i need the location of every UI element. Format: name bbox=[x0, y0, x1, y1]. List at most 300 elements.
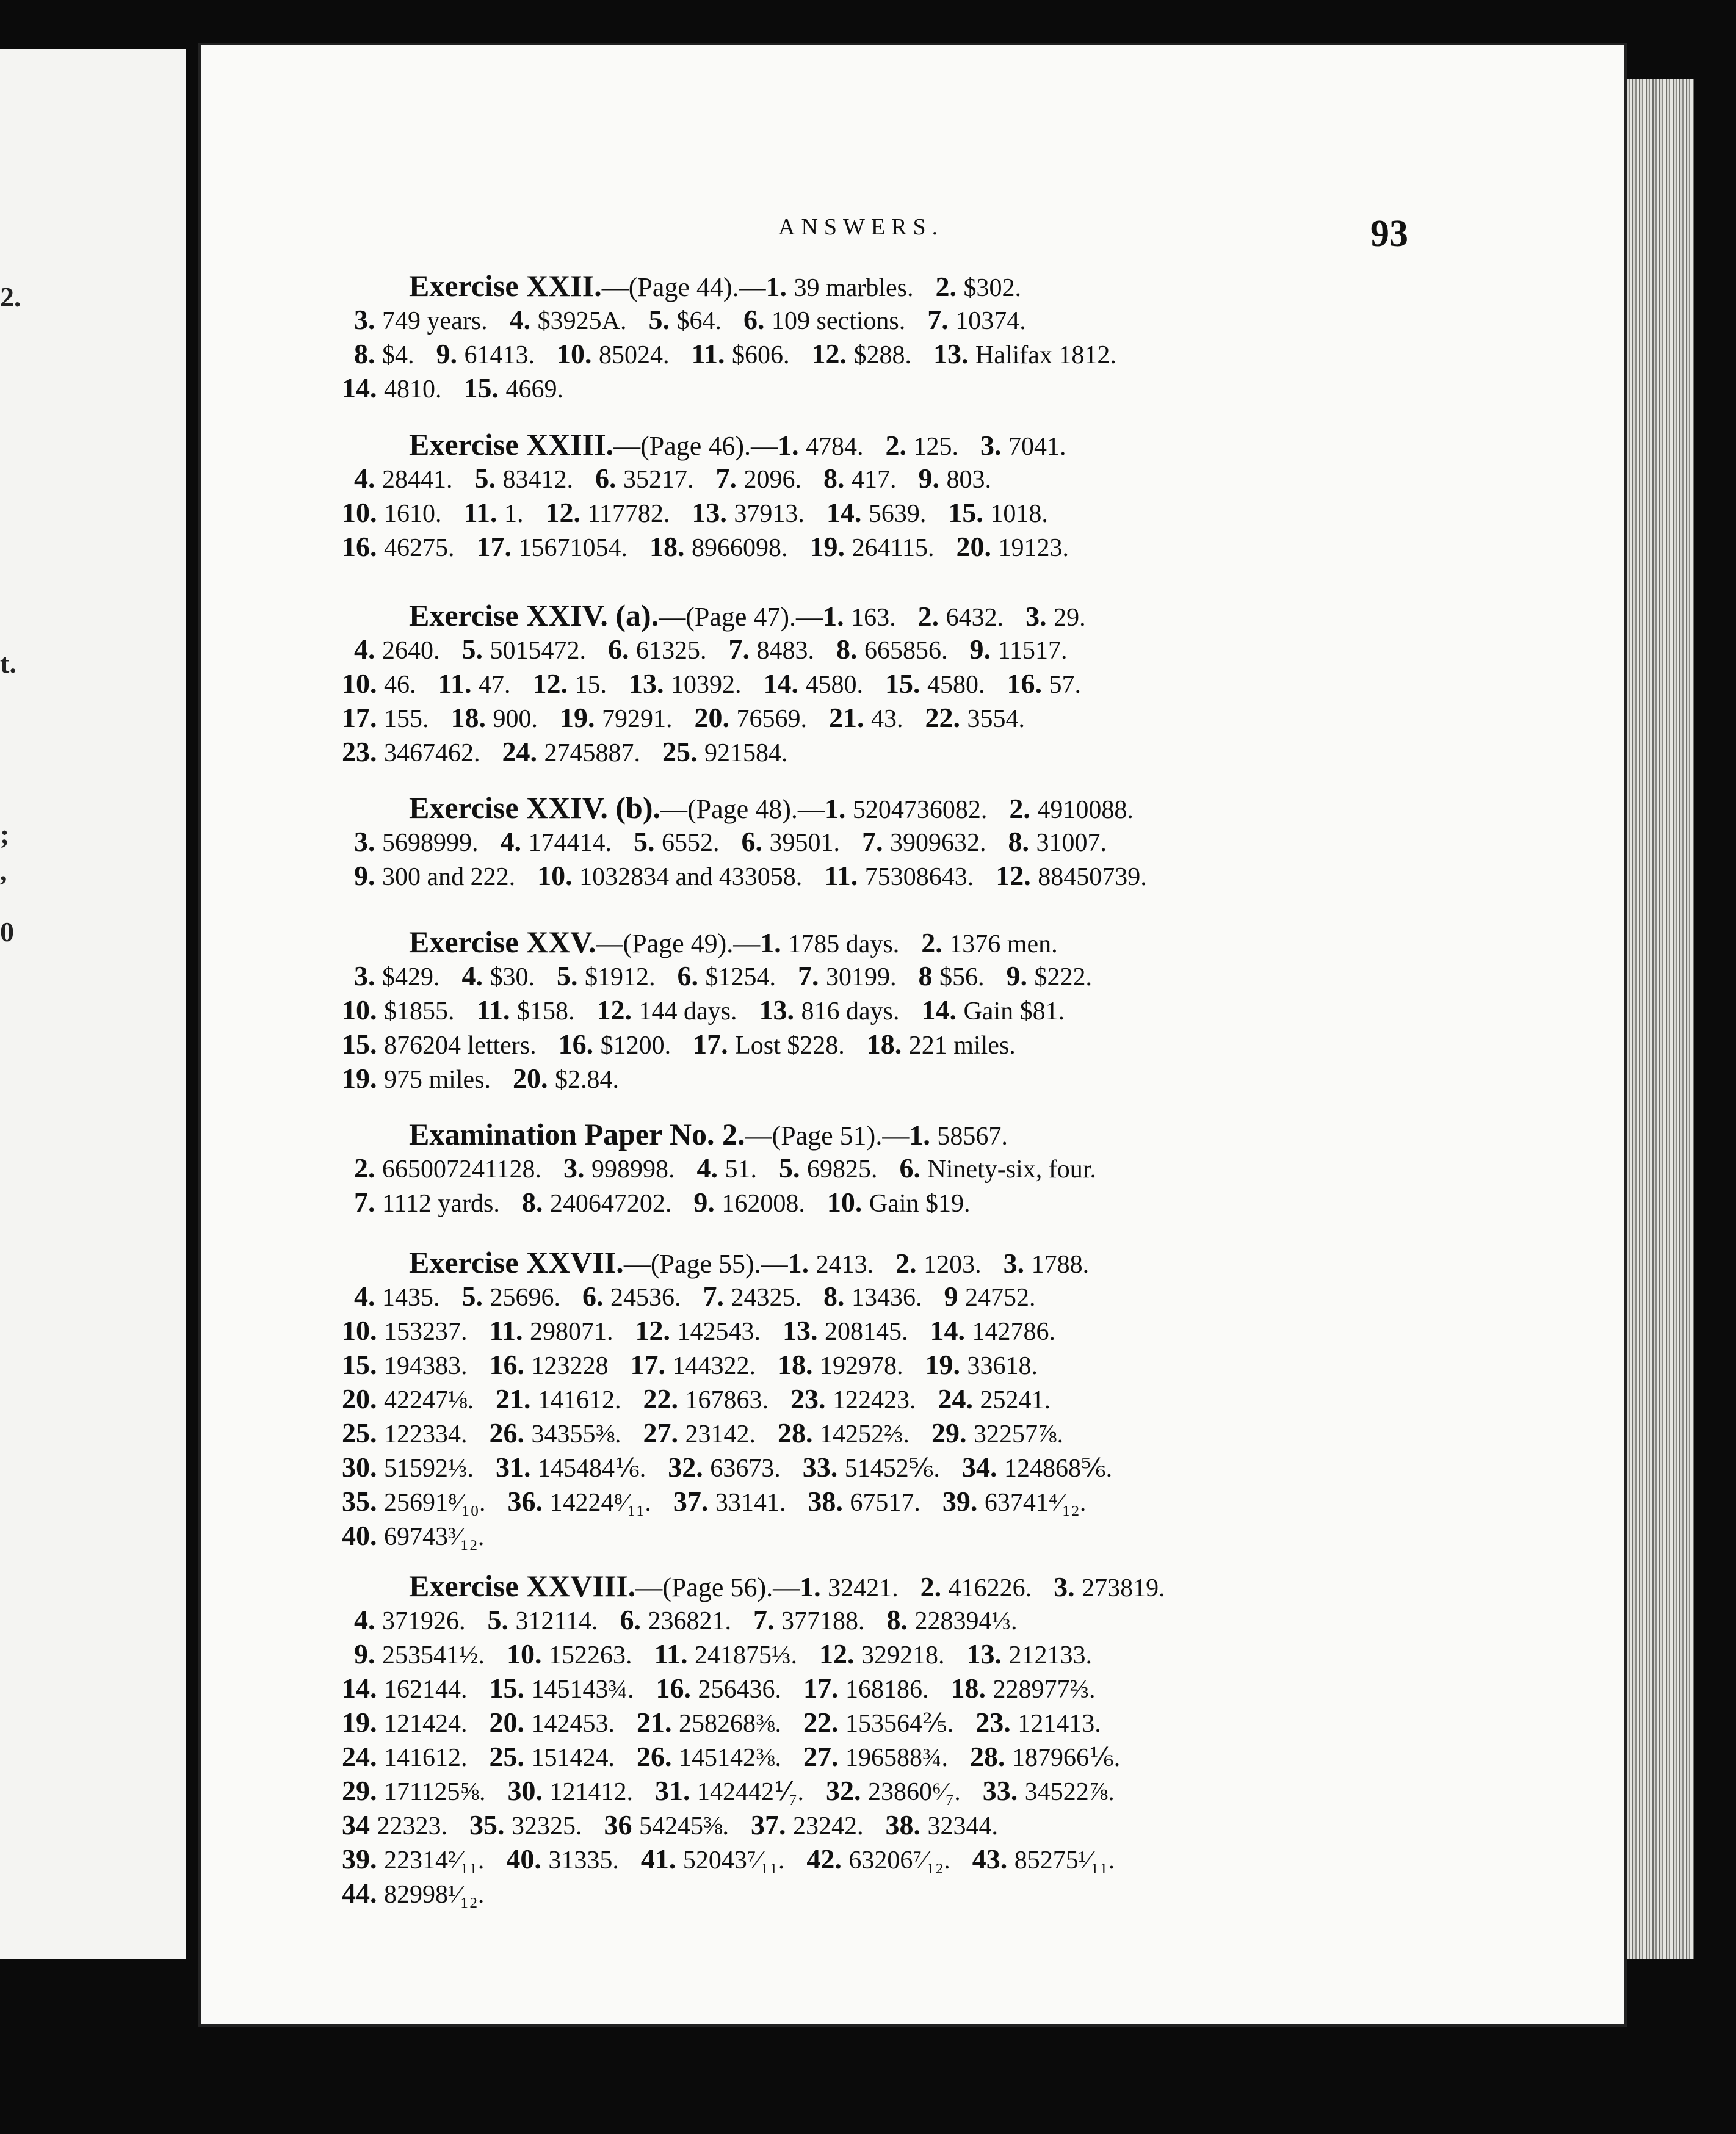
left-fragment: 2. bbox=[0, 281, 21, 313]
page-reference: —(Page 51).— bbox=[745, 1121, 910, 1151]
answer-number: 5. bbox=[557, 960, 585, 991]
answer-number: 6. bbox=[899, 1152, 928, 1184]
answer-number: 8. bbox=[521, 1187, 550, 1218]
answer-number: 2. bbox=[895, 1248, 924, 1279]
answer-number: 2. bbox=[920, 1571, 949, 1602]
answer-number: 11. bbox=[463, 497, 504, 528]
answer-value: $2.84. bbox=[555, 1066, 619, 1094]
answer-value: 22314²⁄₁₁. bbox=[384, 1846, 485, 1875]
exercise-heading: Exercise XXIV. (a). bbox=[409, 598, 659, 632]
answer-number: 1. bbox=[787, 1248, 816, 1279]
answer-line bbox=[409, 1245, 1520, 1279]
answer-number: 4. bbox=[696, 1152, 725, 1184]
answer-value: 1203. bbox=[924, 1251, 982, 1279]
answer-number: 1. bbox=[765, 271, 794, 302]
answer-value: 162008. bbox=[722, 1190, 805, 1218]
answer-value: 6552. bbox=[662, 829, 720, 857]
answer-line bbox=[354, 337, 1520, 371]
answer-line bbox=[354, 825, 1520, 859]
answer-value: 228394⅓. bbox=[914, 1607, 1018, 1635]
answer-number: 8. bbox=[836, 634, 864, 665]
answer-value: 82998¹⁄₁₂. bbox=[384, 1881, 485, 1909]
answer-value: 25696. bbox=[490, 1284, 560, 1312]
answer-number: 17. bbox=[630, 1349, 673, 1380]
answer-value: 34522⅞. bbox=[1024, 1778, 1115, 1806]
answer-line bbox=[354, 1603, 1520, 1637]
answer-number: 25. bbox=[342, 1417, 384, 1449]
answer-number: 9. bbox=[693, 1187, 722, 1218]
answer-number: 1. bbox=[760, 927, 789, 958]
answer-value: 85024. bbox=[599, 341, 670, 369]
answer-value: 371926. bbox=[382, 1607, 466, 1635]
answer-value: $64. bbox=[676, 307, 722, 335]
answer-number: 3. bbox=[354, 960, 382, 991]
answer-value: 31335. bbox=[548, 1846, 619, 1875]
answer-number: 15. bbox=[342, 1349, 384, 1380]
answer-line bbox=[354, 1279, 1520, 1314]
answer-value: Halifax 1812. bbox=[975, 341, 1116, 369]
answer-value: 15671054. bbox=[518, 534, 627, 562]
answer-number: 24. bbox=[938, 1383, 980, 1414]
answer-value: 23242. bbox=[793, 1812, 864, 1840]
answer-number: 16. bbox=[489, 1349, 532, 1380]
answer-value: 2640. bbox=[382, 637, 440, 665]
exercise-block bbox=[342, 1569, 1520, 1911]
answer-number: 8. bbox=[354, 338, 382, 369]
answer-number: 35. bbox=[469, 1809, 512, 1840]
answer-line bbox=[409, 269, 1520, 303]
answer-number: 38. bbox=[808, 1486, 850, 1517]
answer-line bbox=[342, 1705, 1520, 1740]
answer-value: 1785 days. bbox=[788, 930, 900, 958]
page-number: 93 bbox=[1370, 213, 1408, 255]
answer-value: 4580. bbox=[927, 671, 985, 699]
answer-number: 37. bbox=[673, 1486, 715, 1517]
answer-number: 9. bbox=[1006, 960, 1035, 991]
answer-line bbox=[409, 790, 1520, 825]
answer-number: 4. bbox=[354, 634, 382, 665]
answer-value: 153237. bbox=[384, 1318, 468, 1346]
answer-value: 7041. bbox=[1008, 433, 1066, 461]
answer-value: $1200. bbox=[600, 1032, 671, 1060]
exercise-heading: Exercise XXV. bbox=[409, 925, 596, 959]
answer-number: 7. bbox=[862, 826, 890, 857]
answer-value: Lost $228. bbox=[735, 1032, 845, 1060]
answer-line bbox=[342, 1740, 1520, 1774]
exercise-block bbox=[342, 427, 1520, 564]
answer-value: 155. bbox=[384, 705, 429, 733]
answer-number: 29. bbox=[342, 1775, 384, 1806]
answer-number: 36 bbox=[604, 1809, 639, 1840]
exercise-heading: Exercise XXVIII. bbox=[409, 1569, 636, 1603]
answer-value: 152263. bbox=[549, 1641, 632, 1669]
page-reference: —(Page 55).— bbox=[623, 1249, 788, 1279]
answer-number: 8. bbox=[823, 1281, 852, 1312]
answer-value: Gain $19. bbox=[869, 1190, 971, 1218]
exercise-block bbox=[342, 269, 1520, 405]
answer-value: Gain $81. bbox=[963, 997, 1065, 1025]
answer-value: 32325. bbox=[512, 1812, 582, 1840]
exercise-block bbox=[342, 1245, 1520, 1553]
answer-number: 11. bbox=[476, 994, 517, 1025]
answer-value: 47. bbox=[478, 671, 511, 699]
answer-number: 6. bbox=[677, 960, 706, 991]
answer-value: 24752. bbox=[965, 1284, 1036, 1312]
answer-number: 31. bbox=[654, 1775, 697, 1806]
answer-value: 63673. bbox=[710, 1455, 781, 1483]
answer-number: 6. bbox=[620, 1604, 648, 1635]
answer-number: 40. bbox=[506, 1843, 549, 1875]
answer-number: 19. bbox=[342, 1707, 384, 1738]
answer-number: 12. bbox=[545, 497, 588, 528]
answer-number: 18. bbox=[778, 1349, 820, 1380]
answer-number: 2. bbox=[935, 271, 964, 302]
answer-number: 18. bbox=[649, 531, 692, 562]
answer-value: 67517. bbox=[850, 1489, 920, 1517]
answer-number: 33. bbox=[802, 1452, 845, 1483]
answer-value: 975 miles. bbox=[384, 1066, 491, 1094]
answer-number: 12. bbox=[596, 994, 639, 1025]
answer-value: 123228 bbox=[531, 1352, 609, 1380]
answer-value: 142543. bbox=[677, 1318, 761, 1346]
answer-number: 9. bbox=[354, 860, 382, 891]
answer-number: 22. bbox=[925, 702, 967, 733]
answer-value: 312114. bbox=[515, 1607, 598, 1635]
answer-value: 32421. bbox=[828, 1574, 899, 1602]
answer-value: 15. bbox=[574, 671, 607, 699]
answer-line bbox=[342, 735, 1520, 769]
answer-value: 33141. bbox=[715, 1489, 786, 1517]
answer-value: 5698999. bbox=[382, 829, 479, 857]
answer-value: 109 sections. bbox=[771, 307, 906, 335]
left-page bbox=[0, 49, 186, 1959]
answer-value: 14224⁸⁄₁₁. bbox=[549, 1489, 651, 1517]
answer-number: 7. bbox=[798, 960, 826, 991]
answer-value: $158. bbox=[516, 997, 575, 1025]
answer-value: 151424. bbox=[531, 1744, 615, 1772]
answer-number: 23. bbox=[342, 736, 384, 767]
answer-value: 57. bbox=[1049, 671, 1081, 699]
answer-number: 6. bbox=[743, 304, 772, 335]
answer-number: 7. bbox=[703, 1281, 731, 1312]
answer-line bbox=[342, 1382, 1520, 1416]
answer-value: 28441. bbox=[382, 466, 453, 494]
answer-value: 253541½. bbox=[382, 1641, 485, 1669]
answer-value: 3554. bbox=[967, 705, 1025, 733]
left-fragment: , bbox=[0, 855, 7, 886]
answer-number: 15. bbox=[342, 1029, 384, 1060]
answer-number: 3. bbox=[354, 304, 382, 335]
answer-number: 5. bbox=[634, 826, 662, 857]
answer-value: 61325. bbox=[636, 637, 707, 665]
answer-number: 9. bbox=[918, 463, 947, 494]
answer-line bbox=[342, 1450, 1520, 1485]
answer-number: 5. bbox=[487, 1604, 516, 1635]
answer-number: 7. bbox=[927, 304, 956, 335]
answer-number: 4. bbox=[354, 1281, 382, 1312]
answer-number: 9. bbox=[969, 634, 998, 665]
answer-value: 23860⁶⁄₇. bbox=[867, 1778, 961, 1806]
answer-value: 2745887. bbox=[544, 739, 640, 767]
answer-number: 5. bbox=[461, 634, 490, 665]
answer-value: 22323. bbox=[377, 1812, 447, 1840]
answer-value: 63206⁷⁄₁₂. bbox=[848, 1846, 950, 1875]
answer-number: 11. bbox=[824, 860, 865, 891]
answer-number: 22. bbox=[803, 1707, 845, 1738]
answer-number: 8. bbox=[886, 1604, 915, 1635]
answer-line bbox=[342, 1314, 1520, 1348]
answer-value: 167863. bbox=[685, 1386, 769, 1414]
answer-line bbox=[342, 1519, 1520, 1553]
page-reference: —(Page 48).— bbox=[660, 794, 825, 824]
answer-value: 163. bbox=[851, 604, 896, 632]
answer-value: 46275. bbox=[384, 534, 455, 562]
answer-value: 665007241128. bbox=[382, 1156, 541, 1184]
answer-line bbox=[409, 1569, 1520, 1603]
answer-value: 196588¾. bbox=[845, 1744, 948, 1772]
answer-value: $4. bbox=[382, 341, 414, 369]
answer-value: 194383. bbox=[384, 1352, 468, 1380]
answer-line bbox=[354, 959, 1520, 993]
answer-number: 15. bbox=[489, 1673, 532, 1704]
answer-number: 39. bbox=[342, 1843, 384, 1875]
answer-number: 10. bbox=[342, 668, 384, 699]
answer-number: 1. bbox=[909, 1119, 938, 1151]
answer-number: 28. bbox=[970, 1741, 1012, 1772]
answer-number: 20. bbox=[489, 1707, 532, 1738]
answer-value: $222. bbox=[1034, 963, 1092, 991]
answer-number: 22. bbox=[643, 1383, 685, 1414]
exercise-heading: Exercise XXII. bbox=[409, 269, 602, 303]
answer-number: 3. bbox=[980, 430, 1008, 461]
answer-value: 35217. bbox=[623, 466, 694, 494]
answer-number: 39. bbox=[942, 1486, 985, 1517]
answer-value: 187966⅙. bbox=[1012, 1744, 1121, 1772]
answer-value: 168186. bbox=[845, 1676, 929, 1704]
answer-number: 23. bbox=[975, 1707, 1018, 1738]
answer-value: 69825. bbox=[806, 1156, 878, 1184]
answer-line bbox=[354, 1151, 1520, 1185]
answer-line bbox=[342, 993, 1520, 1027]
answer-line bbox=[342, 496, 1520, 530]
answer-value: 125. bbox=[913, 433, 958, 461]
exercise-block bbox=[342, 598, 1520, 769]
answer-number: 14. bbox=[921, 994, 964, 1025]
answer-number: 4. bbox=[354, 463, 382, 494]
answer-value: 42247⅛. bbox=[384, 1386, 474, 1414]
answer-value: 37913. bbox=[734, 500, 805, 528]
answer-number: 35. bbox=[342, 1486, 384, 1517]
answer-number: 11. bbox=[438, 668, 479, 699]
answer-number: 6. bbox=[595, 463, 623, 494]
answer-value: 5204736082. bbox=[852, 796, 988, 824]
answer-value: 921584. bbox=[704, 739, 788, 767]
answer-value: 10374. bbox=[955, 307, 1026, 335]
answer-value: 144322. bbox=[672, 1352, 756, 1380]
answer-value: Ninety-six, four. bbox=[927, 1156, 1096, 1184]
answer-number: 3. bbox=[354, 826, 382, 857]
answer-number: 13. bbox=[692, 497, 734, 528]
answer-value: 141612. bbox=[538, 1386, 621, 1414]
answer-line bbox=[342, 701, 1520, 735]
page-reference: —(Page 49).— bbox=[596, 928, 761, 958]
answer-number: 10. bbox=[342, 994, 384, 1025]
exercise-block bbox=[354, 790, 1520, 893]
answer-number: 30. bbox=[342, 1452, 384, 1483]
answer-number: 9 bbox=[944, 1281, 965, 1312]
answer-value: 240647202. bbox=[549, 1190, 672, 1218]
answer-line bbox=[342, 1348, 1520, 1382]
answer-number: 14. bbox=[342, 372, 384, 403]
running-head: ANSWERS. bbox=[778, 214, 944, 240]
answer-number: 15. bbox=[884, 668, 927, 699]
answer-value: 749 years. bbox=[382, 307, 488, 335]
answer-number: 10. bbox=[826, 1187, 869, 1218]
answer-number: 29. bbox=[931, 1417, 974, 1449]
answer-number: 10. bbox=[557, 338, 599, 369]
answer-line bbox=[342, 1416, 1520, 1450]
answer-value: 1788. bbox=[1031, 1251, 1090, 1279]
answer-number: 8. bbox=[823, 463, 852, 494]
answer-number: 18. bbox=[450, 702, 493, 733]
answer-number: 3. bbox=[1054, 1571, 1082, 1602]
answer-value: $1254. bbox=[705, 963, 776, 991]
answer-value: 208145. bbox=[824, 1318, 908, 1346]
answer-number: 38. bbox=[885, 1809, 928, 1840]
answer-number: 12. bbox=[819, 1638, 861, 1669]
answer-number: 6. bbox=[582, 1281, 610, 1312]
answer-number: 5. bbox=[474, 463, 503, 494]
answer-number: 18. bbox=[866, 1029, 909, 1060]
page-edge bbox=[1627, 79, 1694, 1959]
answer-number: 33. bbox=[982, 1775, 1025, 1806]
answer-number: 19. bbox=[342, 1063, 384, 1094]
answer-value: 1032834 and 433058. bbox=[579, 863, 803, 891]
answer-value: 212133. bbox=[1008, 1641, 1092, 1669]
answer-value: 4784. bbox=[806, 433, 864, 461]
answer-line bbox=[409, 1117, 1520, 1151]
page-reference: —(Page 44).— bbox=[601, 272, 766, 302]
answer-number: 9. bbox=[436, 338, 465, 369]
answer-value: 31007. bbox=[1036, 829, 1107, 857]
answer-line bbox=[354, 461, 1520, 496]
answer-number: 8. bbox=[1008, 826, 1036, 857]
answer-value: 1435. bbox=[382, 1284, 440, 1312]
answer-value: 329218. bbox=[861, 1641, 945, 1669]
answer-number: 18. bbox=[950, 1673, 993, 1704]
answer-value: 43. bbox=[871, 705, 903, 733]
answer-value: 171125⅝. bbox=[384, 1778, 486, 1806]
answer-number: 11. bbox=[691, 338, 732, 369]
answer-value: 153564⅖. bbox=[845, 1710, 954, 1738]
answer-value: $606. bbox=[731, 341, 790, 369]
answer-value: 417. bbox=[852, 466, 897, 494]
answer-number: 2. bbox=[354, 1152, 382, 1184]
answer-value: 4580. bbox=[805, 671, 863, 699]
answer-value: 51452⅚. bbox=[844, 1455, 940, 1483]
answer-value: 5639. bbox=[868, 500, 927, 528]
answer-value: 3467462. bbox=[384, 739, 480, 767]
answer-number: 4. bbox=[509, 304, 538, 335]
answer-value: 236821. bbox=[648, 1607, 731, 1635]
answer-number: 9. bbox=[354, 1638, 382, 1669]
page-reference: —(Page 46).— bbox=[613, 431, 778, 461]
answer-number: 17. bbox=[803, 1673, 845, 1704]
answer-value: 24325. bbox=[731, 1284, 801, 1312]
answer-value: 803. bbox=[946, 466, 991, 494]
answer-number: 11. bbox=[489, 1315, 530, 1346]
left-fragment: ; bbox=[0, 819, 10, 850]
answer-number: 34. bbox=[961, 1452, 1004, 1483]
answer-value: 124868⅚. bbox=[1004, 1455, 1113, 1483]
answer-value: 258268⅜. bbox=[679, 1710, 781, 1738]
page-reference: —(Page 56).— bbox=[635, 1572, 800, 1602]
answer-number: 13. bbox=[759, 994, 801, 1025]
answer-number: 13. bbox=[782, 1315, 825, 1346]
answer-number: 17. bbox=[476, 531, 519, 562]
answer-value: 2413. bbox=[816, 1251, 874, 1279]
answer-value: 46. bbox=[384, 671, 416, 699]
answer-value: 665856. bbox=[864, 637, 948, 665]
answer-value: 121412. bbox=[549, 1778, 633, 1806]
exercise-block bbox=[342, 925, 1520, 1096]
answer-value: 298071. bbox=[529, 1318, 613, 1346]
answer-number: 5. bbox=[778, 1152, 807, 1184]
answer-value: 8966098. bbox=[692, 534, 788, 562]
answer-value: 144 days. bbox=[638, 997, 737, 1025]
answer-value: 174414. bbox=[528, 829, 612, 857]
answer-number: 7. bbox=[354, 1187, 382, 1218]
answer-number: 14. bbox=[763, 668, 806, 699]
answer-value: 51. bbox=[725, 1156, 757, 1184]
answer-value: 51592⅓. bbox=[384, 1455, 474, 1483]
answer-number: 4. bbox=[500, 826, 529, 857]
answer-number: 14. bbox=[930, 1315, 972, 1346]
answer-number: 10. bbox=[537, 860, 580, 891]
exercise-heading: Examination Paper No. 2. bbox=[409, 1117, 745, 1151]
answer-line bbox=[354, 1185, 1520, 1220]
answer-value: 1610. bbox=[384, 500, 442, 528]
answer-number: 20. bbox=[956, 531, 999, 562]
answer-number: 15. bbox=[463, 372, 506, 403]
answer-value: 1018. bbox=[990, 500, 1048, 528]
answer-number: 27. bbox=[803, 1741, 845, 1772]
answer-value: 816 days. bbox=[801, 997, 900, 1025]
answer-number: 2. bbox=[885, 430, 914, 461]
answer-value: 25691⁸⁄₁₀. bbox=[384, 1489, 486, 1517]
answer-value: 13436. bbox=[852, 1284, 922, 1312]
answer-number: 32. bbox=[825, 1775, 868, 1806]
answer-number: 6. bbox=[741, 826, 770, 857]
answer-value: 32344. bbox=[927, 1812, 998, 1840]
answer-value: 34355⅜. bbox=[531, 1420, 621, 1449]
answer-number: 2. bbox=[1009, 793, 1038, 824]
answer-number: 24. bbox=[342, 1741, 384, 1772]
answer-number: 28. bbox=[778, 1417, 820, 1449]
answer-number: 20. bbox=[342, 1383, 384, 1414]
answer-value: 142786. bbox=[972, 1318, 1055, 1346]
answer-number: 41. bbox=[640, 1843, 683, 1875]
answer-number: 2. bbox=[917, 601, 946, 632]
answer-number: 15. bbox=[948, 497, 991, 528]
answer-number: 12. bbox=[996, 860, 1038, 891]
answer-number: 43. bbox=[972, 1843, 1014, 1875]
answer-value: 54245⅜. bbox=[639, 1812, 729, 1840]
answer-value: 900. bbox=[493, 705, 538, 733]
answer-value: $56. bbox=[939, 963, 985, 991]
answer-line bbox=[354, 1637, 1520, 1671]
answer-value: 416226. bbox=[948, 1574, 1032, 1602]
